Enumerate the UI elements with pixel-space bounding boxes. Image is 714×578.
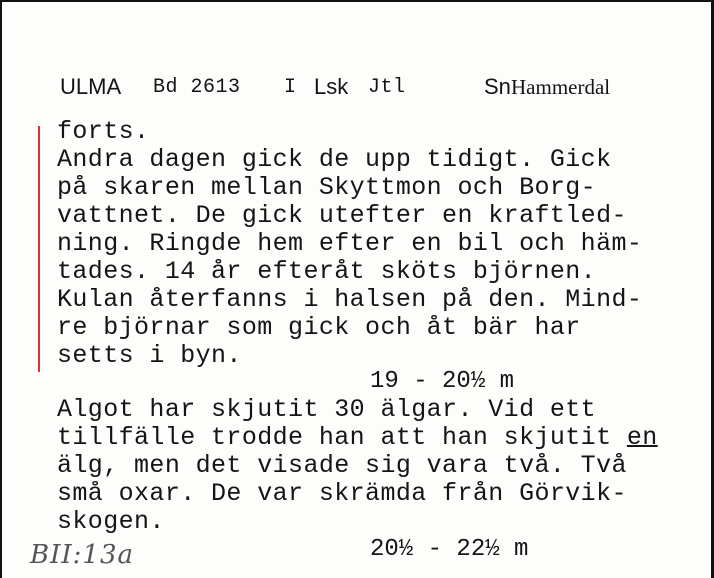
series-label: I — [284, 76, 297, 99]
text-line: Andra dagen gick de upp tidigt. Gick — [57, 145, 612, 174]
card-header — [60, 74, 691, 104]
text-line: små oxar. De var skrämda från Görvik- — [57, 479, 627, 508]
text-line: tades. 14 år efteråt sköts björnen. — [57, 257, 597, 286]
text-line-content: tillfälle trodde han att han skjutit — [57, 423, 627, 452]
measurement-1: 19 - 20½ m — [370, 368, 515, 395]
county-label: Jtl — [368, 76, 406, 99]
parish-name: Hammerdal — [511, 75, 611, 99]
text-line: skogen. — [57, 507, 165, 536]
handwritten-archive-code: BII:13a — [30, 540, 134, 570]
measurement-2: 20½ - 22½ m — [370, 536, 529, 563]
text-line — [57, 424, 658, 452]
text-line: älg, men det visade sig vara två. Två — [57, 451, 627, 480]
text-line: setts i byn. — [57, 341, 242, 370]
text-line: forts. — [57, 117, 150, 146]
text-line: Algot har skjutit 30 älgar. Vid ett — [57, 395, 597, 424]
volume-label: Bd 2613 — [153, 76, 241, 99]
archive-label: ULMA — [60, 74, 122, 99]
parish-prefix: Sn — [484, 74, 511, 99]
text-line: Kulan återfanns i halsen på den. Mind- — [57, 285, 643, 314]
text-line: ning. Ringde hem efter en bil och häm- — [57, 229, 643, 258]
red-margin-line — [38, 126, 40, 372]
text-line: på skaren mellan Skyttmon och Borg- — [57, 173, 597, 202]
text-line: vattnet. De gick utefter en kraftled- — [57, 201, 627, 230]
province-label: Lsk — [314, 74, 349, 99]
text-line: re björnar som gick och åt bär har — [57, 313, 581, 342]
underlined-word: en — [626, 423, 658, 452]
